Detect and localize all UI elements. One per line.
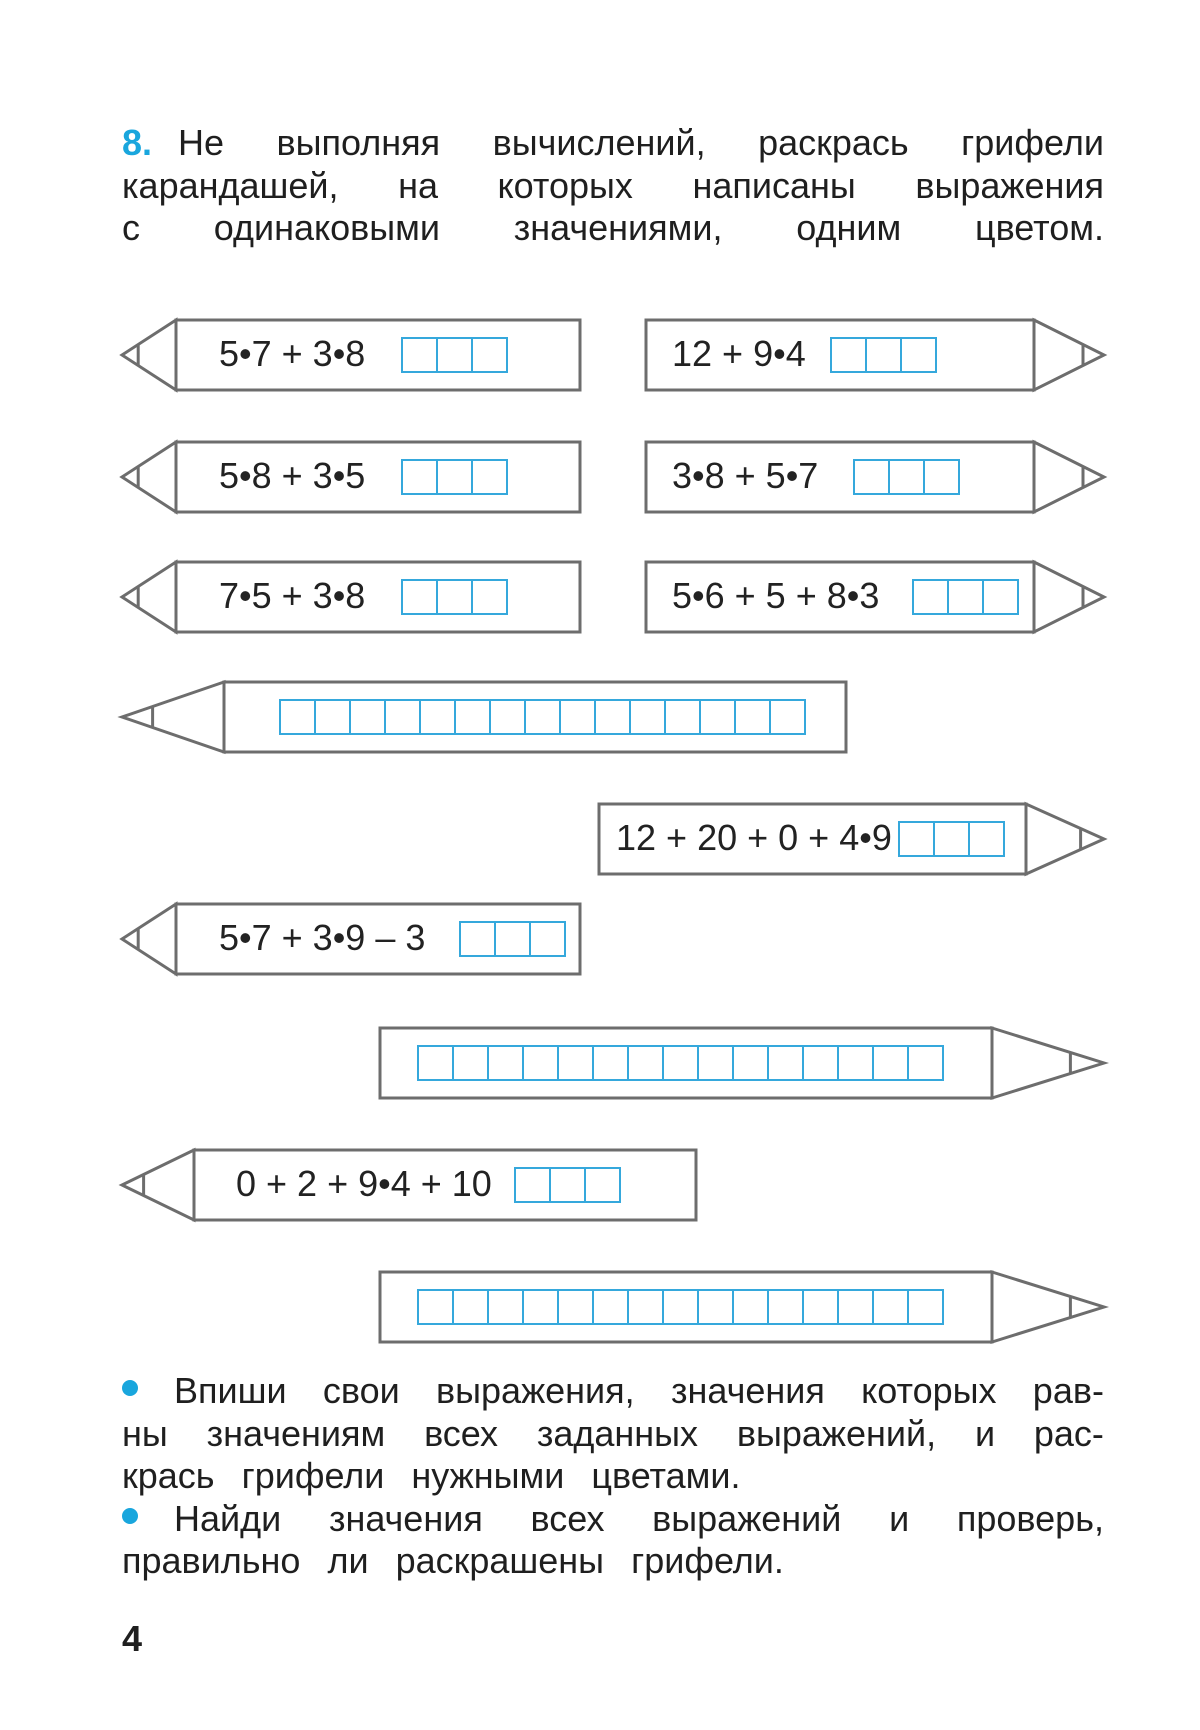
pencil-tip <box>122 1150 194 1220</box>
pencil-expression: 0 + 2 + 9•4 + 10 <box>236 1163 492 1204</box>
pencil <box>380 1028 1104 1098</box>
bullet2-line-1 <box>122 1498 1104 1541</box>
bullet1-line-2: ны значениям всех заданных выражений, и рас- <box>122 1412 1104 1454</box>
pencil-body <box>380 1028 992 1098</box>
task-line-2: карандашей, на которых написаны выражения <box>122 164 1104 206</box>
task-line-3: с одинаковыми значениями, одним цветом. <box>122 207 1104 248</box>
pencil-expression: 12 + 20 + 0 + 4•9 <box>616 817 892 858</box>
pencil <box>122 682 846 752</box>
bullet-icon <box>122 1508 138 1524</box>
pencil-expression: 5•6 + 5 + 8•3 <box>672 575 880 616</box>
pencil-tip <box>1034 320 1104 390</box>
bullet2-line-1-text: Найди значения всех выражений и проверь, <box>174 1497 1104 1539</box>
task-line-1-text: Не выполняя вычислений, раскрась грифели <box>178 122 1104 163</box>
bullet1-line-1-text: Впиши свои выражения, значения которых рав- <box>174 1370 1104 1411</box>
pencil-tip <box>992 1272 1104 1342</box>
pencil-tip <box>122 442 176 512</box>
bullet1-line-1 <box>122 1370 1104 1413</box>
pencil-expression: 5•7 + 3•8 <box>219 333 366 374</box>
pencil-tip <box>1026 804 1104 874</box>
pencil <box>380 1272 1104 1342</box>
pencil-body <box>224 682 846 752</box>
bullet1-line-3: крась грифели нужными цветами. <box>122 1455 741 1496</box>
bullet2-line-2: правильно ли раскрашены грифели. <box>122 1540 784 1581</box>
pencil-tip <box>122 682 224 752</box>
instructions <box>122 1370 1104 1583</box>
pencil-tip <box>122 904 176 974</box>
pencil-tip <box>122 320 176 390</box>
pencil-expression: 5•7 + 3•9 – 3 <box>219 917 426 958</box>
pencil-body <box>380 1272 992 1342</box>
pencil-expression: 7•5 + 3•8 <box>219 575 366 616</box>
pencil-expression: 12 + 9•4 <box>672 333 806 374</box>
pencil-tip <box>122 562 176 632</box>
task-number: 8. <box>122 122 153 163</box>
bullet-icon <box>122 1380 138 1396</box>
pencil-tip <box>992 1028 1104 1098</box>
pencil-tip <box>1034 562 1104 632</box>
pencil-expression: 5•8 + 3•5 <box>219 455 366 496</box>
pencil-expression: 3•8 + 5•7 <box>672 455 819 496</box>
page-number: 4 <box>122 1618 143 1659</box>
pencil-tip <box>1034 442 1104 512</box>
